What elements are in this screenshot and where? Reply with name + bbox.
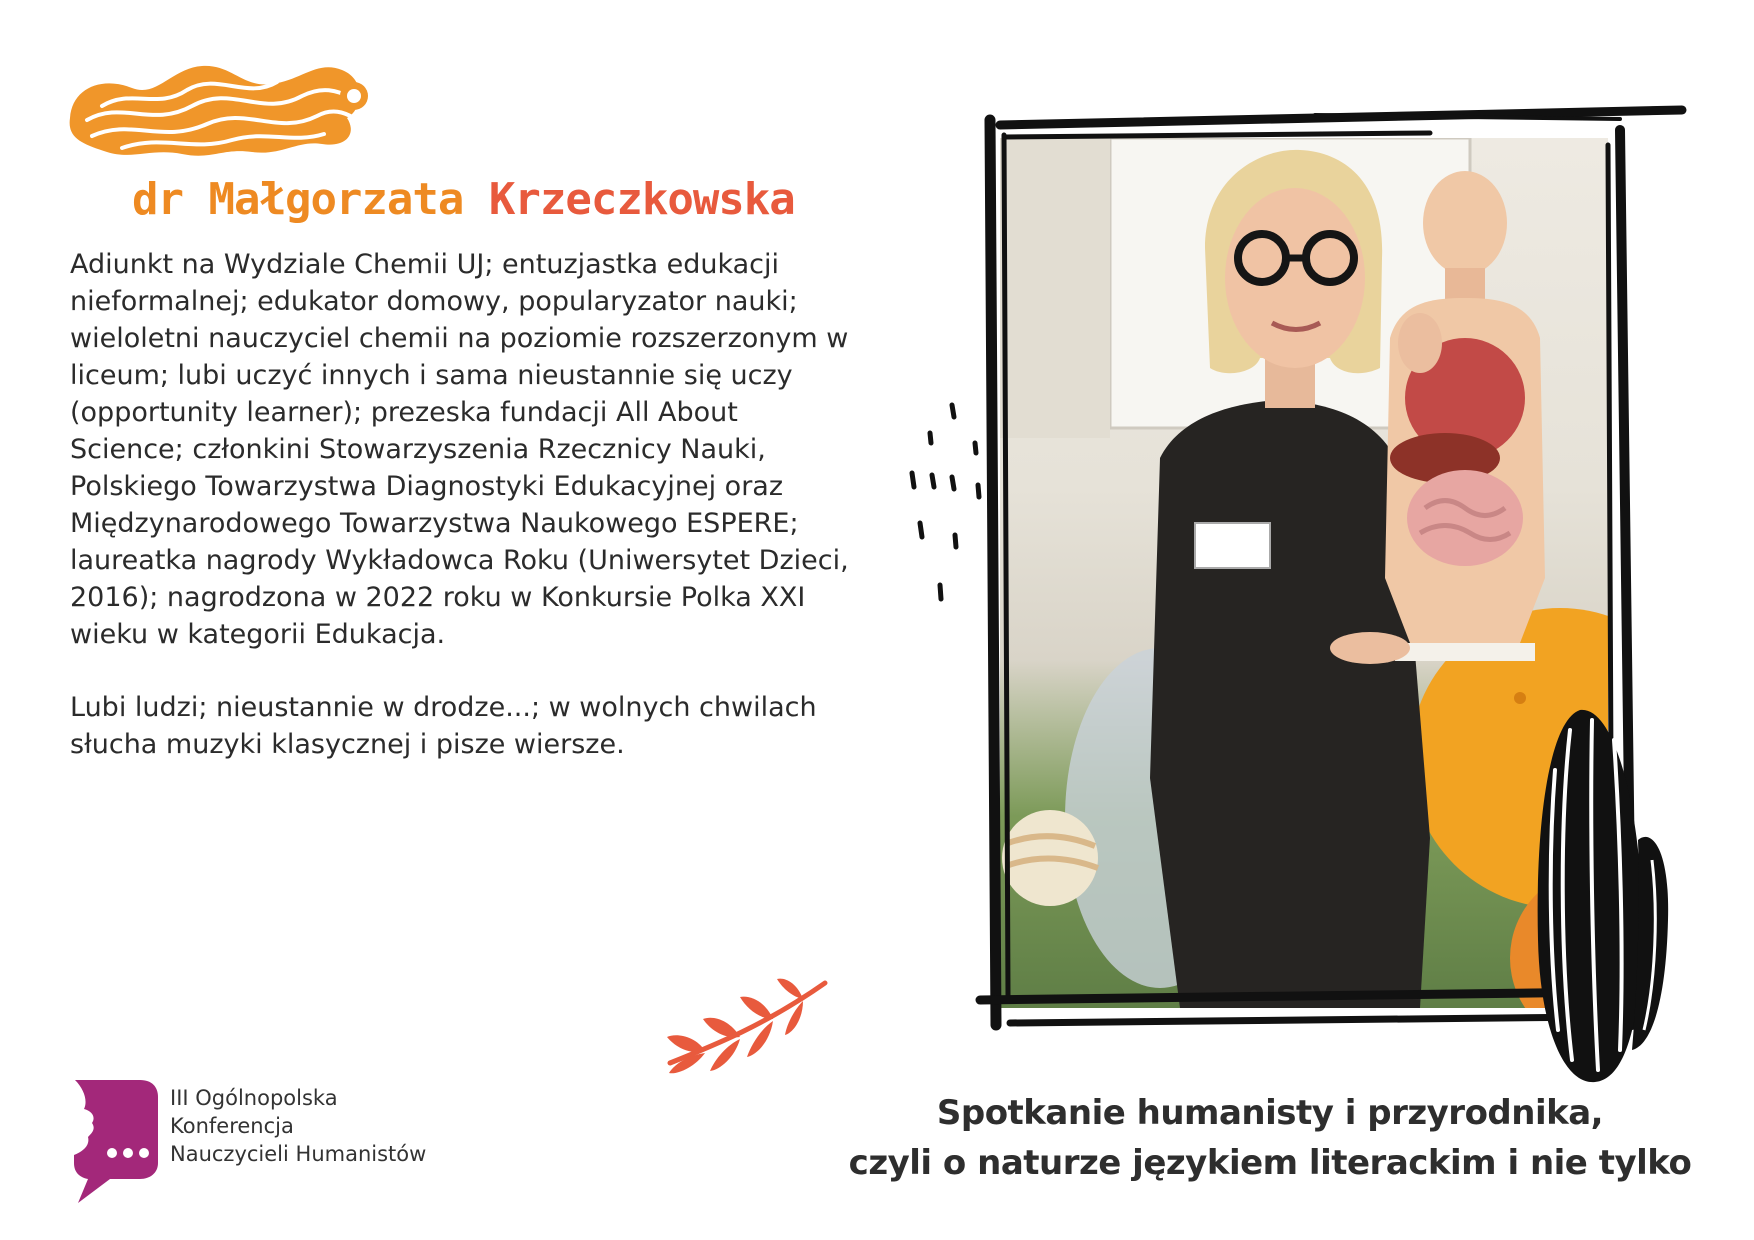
speaker-name [132, 174, 795, 225]
talk-title-line-2: czyli o naturze językiem literackim i nie tylko [848, 1143, 1692, 1183]
conference-line-3: Nauczycieli Humanistów [170, 1142, 427, 1166]
dashes-decoration-icon [900, 395, 990, 615]
talk-title [790, 1088, 1750, 1188]
speaker-title: dr [132, 174, 183, 225]
bio-paragraph-1: Adiunkt na Wydziale Chemii UJ; entuzjastka edukacji nieformalnej; edukator domowy, popularyzator nauki; wieloletni nauczyciel chemii na poziomie rozszerzonym w liceum; lubi uczyć innych i sama nieustannie się uczy (opportunity learner); prezeska fundacji All About Science; członkini Stowarzyszenia Rzecznicy Nauki, Polskiego Towarzystwa Diagnostyki Edukacyjnej oraz Międzynarodowego Towarzystwa Naukowego ESPERE; laureatka nagrody Wykładowca Roku (Uniwersytet Dzieci, 2016); nagrodzona w 2022 roku w Konkursie Polka XXI wieku w kategorii Edukacja. [70, 249, 849, 650]
speaker-last-name: Krzeczkowska [488, 174, 795, 225]
conference-line-1: III Ogólnopolska [170, 1086, 338, 1110]
speaker-bio [70, 246, 860, 799]
cactus-icon [1520, 700, 1680, 1090]
talk-title-line-1: Spotkanie humanisty i przyrodnika, [936, 1093, 1604, 1133]
conference-line-2: Konferencja [170, 1114, 294, 1138]
conference-name [170, 1084, 426, 1168]
head-speech-bubble-logo-icon [70, 1075, 170, 1205]
bio-paragraph-2: Lubi ludzi; nieustannie w drodze...; w wolnych chwilach słucha muzyki klasycznej i pisze wiersze. [70, 692, 817, 760]
orange-wave-logo-icon [62, 48, 372, 160]
leaf-branch-icon [665, 975, 835, 1095]
speaker-first-name: Małgorzata [208, 174, 464, 225]
